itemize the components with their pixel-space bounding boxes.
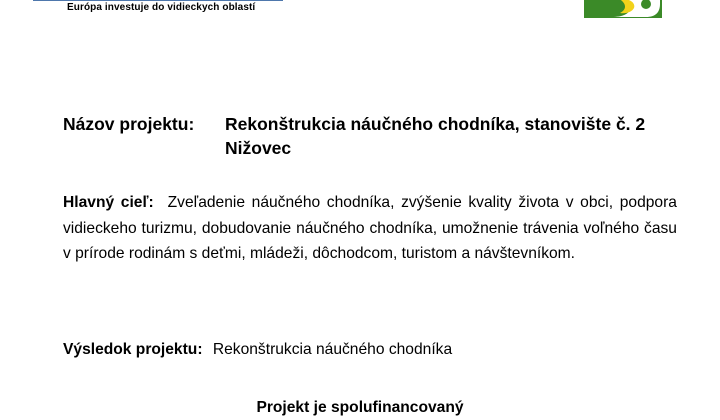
project-result-label: Výsledok projektu:	[63, 341, 203, 358]
project-result-text: Rekonštrukcia náučného chodníka	[212, 341, 453, 358]
project-title-label: Názov projektu:	[63, 114, 195, 134]
project-title-value-cont: Nižovec	[225, 138, 292, 158]
project-title-value: Rekonštrukcia náučného chodníka, stanovište č. 2	[225, 114, 646, 134]
header-logo-strip	[33, 0, 283, 1]
project-goal-label: Hlavný cieľ:	[63, 194, 154, 211]
cofinanced-notice: Projekt je spolufinancovaný	[256, 399, 464, 416]
eu-rural-development-logo-icon	[584, 0, 662, 18]
project-goal	[63, 190, 677, 267]
header-caption: Európa investuje do vidieckych oblastí	[67, 2, 256, 13]
project-result	[63, 338, 452, 362]
project-title-row	[63, 112, 645, 136]
project-goal-text: Zveľadenie náučného chodníka, zvýšenie kvality života v obci, podpora vidieckeho turizmu, dobudovanie náučného chodníka, umožnenie trávenia voľného času v prírode rodinám s deťmi, mládeži, dôchodcom, turistom a návštevníkom.	[63, 194, 677, 263]
